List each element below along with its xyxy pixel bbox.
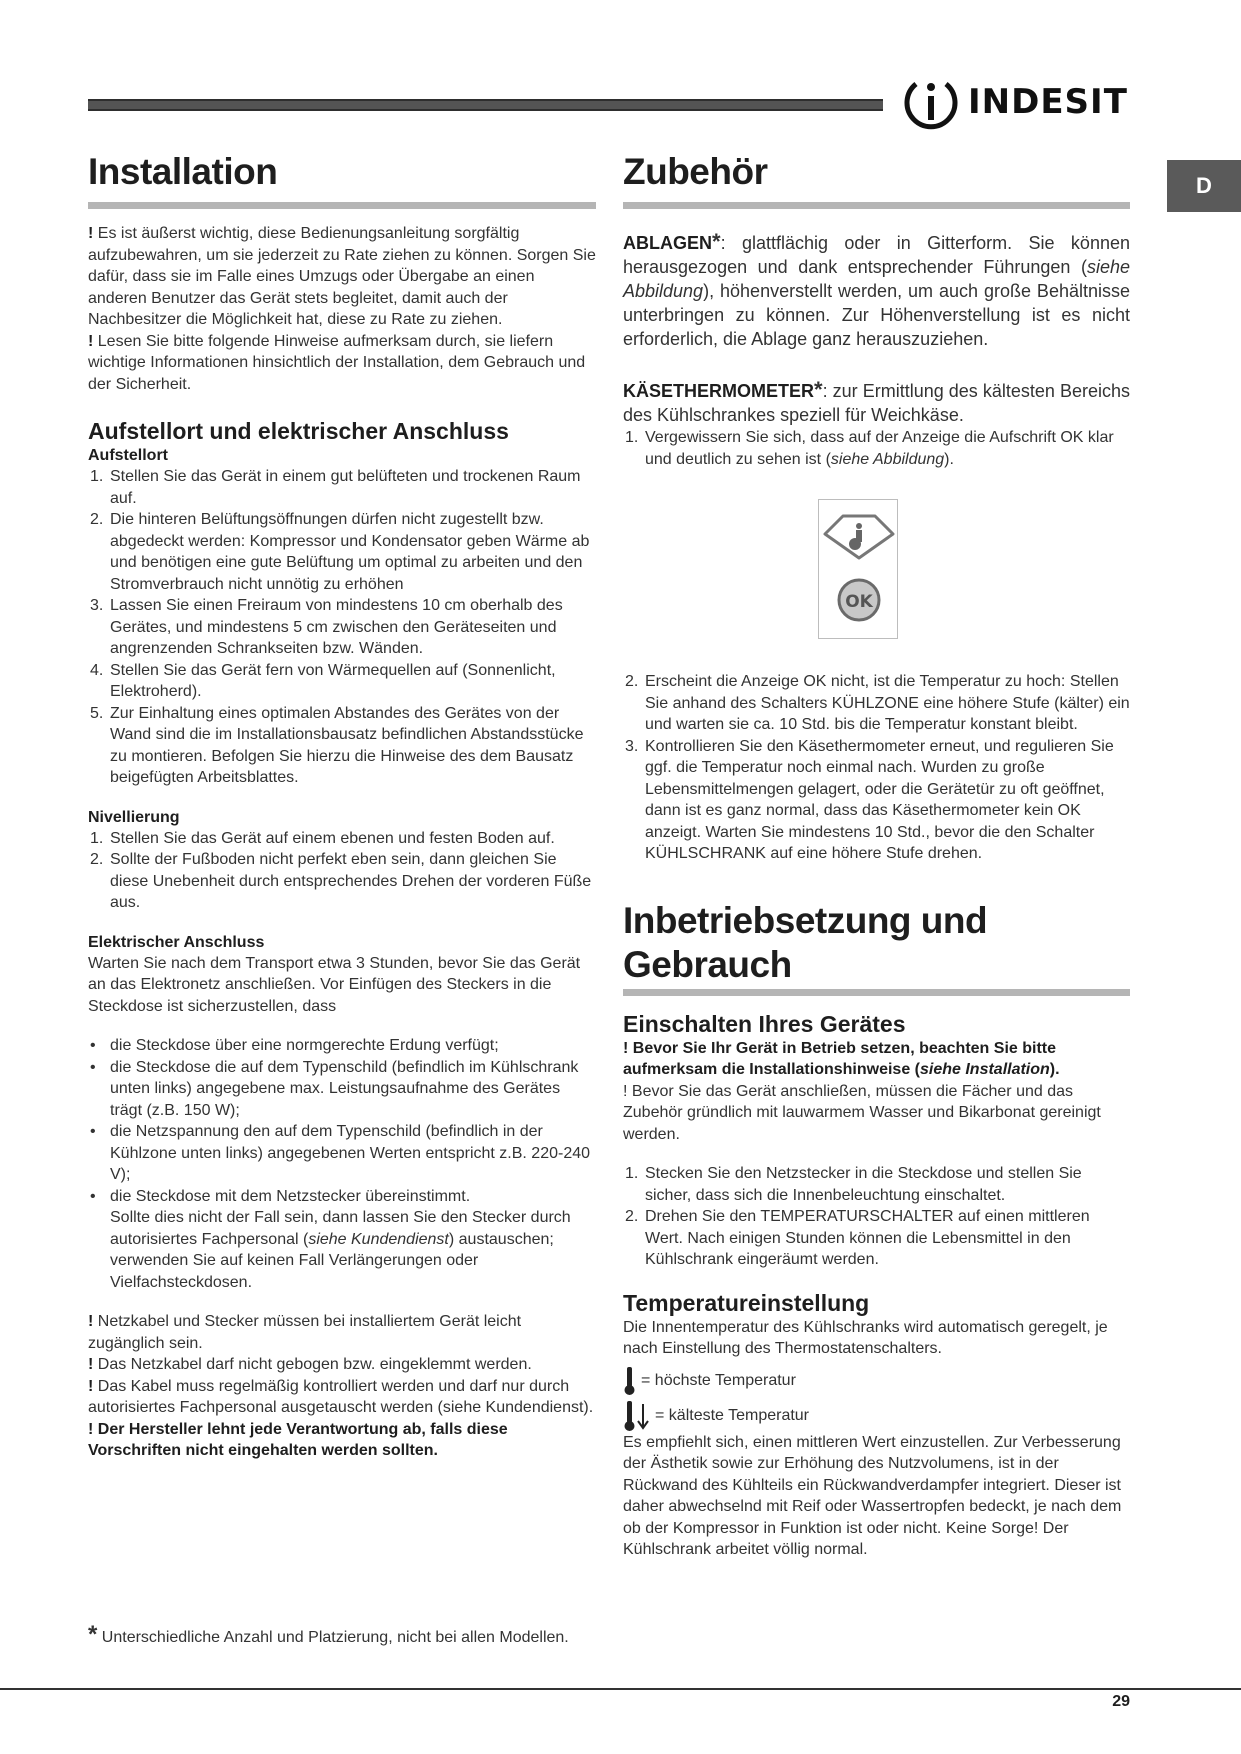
subheading-einschalten: Einschalten Ihres Gerätes	[623, 1010, 906, 1037]
list-item: 3. Kontrollieren Sie den Käsethermometer erneut, und regulieren Sie ggf. die Temperatur noch einmal nach. Wurden zu große Lebensmittelmengen gelagert, oder die Gerätetür zu oft geöffnet, dann ist es ganz normal, dass das Käsethermometer kein OK anzeigt. Warten Sie mindestens 10 Std., bevor die den Schalter KÜHLSCHRANK auf eine höhere Stufe drehen.	[625, 737, 1114, 862]
list-aufstellort	[88, 466, 596, 789]
temp-text: Es empfiehlt sich, einen mittleren Wert einzustellen. Zur Verbesserung der Ästhetik sowie zur Erhöhung des Nutzvolumens, ist in der Rückwand des Kühlteils ein Rückwandverdampfer integriert. Dieser ist daher abwechselnd mit Reif oder Wassertropfen bedeckt, je nach dem ob der Kompressor in Funktion ist oder nicht. Keine Sorge! Der Kühlschrank arbeitet völlig normal.	[623, 1433, 1122, 1558]
header-rule	[88, 99, 883, 111]
warning-1: ! Netzkabel und Stecker müssen bei installiertem Gerät leicht zugänglich sein.	[88, 1313, 522, 1352]
cheese-thermometer-figure	[818, 499, 898, 639]
list-item: 1. Stellen Sie das Gerät auf einem ebenen und festen Boden auf.	[90, 829, 555, 847]
list-item: 1. Stellen Sie das Gerät in einem gut belüfteten und trockenen Raum auf.	[90, 468, 581, 507]
warning-mark: !	[88, 332, 94, 350]
temp-intro: Die Innentemperatur des Kühlschranks wird automatisch geregelt, je nach Einstellung des Thermostatenschalters.	[623, 1318, 1108, 1357]
warning-4: ! Der Hersteller lehnt jede Verantwortung ab, falls diese Vorschriften nicht eingehalten werden sollten.	[88, 1420, 508, 1459]
bullet-continuation: Sollte dies nicht der Fall sein, dann lassen Sie den Stecker durch autorisiertes Fachpersonal (siehe Kundendienst) austauschen; verwenden Sie auf keinen Fall Verlängerungen oder Vielfachsteckdosen.	[110, 1209, 571, 1291]
title-rule	[623, 202, 1130, 209]
warning-mark: !	[88, 225, 94, 242]
list-item: • die Steckdose über eine normgerechte Erdung verfügt;	[88, 1035, 596, 1057]
warning-2: ! Das Netzkabel darf nicht gebogen bzw. eingeklemmt werden.	[88, 1356, 532, 1373]
left-column	[88, 150, 596, 1462]
ok-label: OK	[845, 592, 873, 612]
list-item: 2. Sollte der Fußboden nicht perfekt eben sein, dann gleichen Sie diese Unebenheit durch entsprechendes Drehen der vorderen Füße aus.	[90, 851, 592, 911]
language-tab: D	[1167, 160, 1241, 212]
title-rule	[88, 202, 596, 209]
subheading-temperatureinstellung: Temperatureinstellung	[623, 1289, 870, 1316]
list-kaese	[623, 671, 1130, 865]
ablagen-paragraph: ABLAGEN*: glattflächig oder in Gitterform. Sie können herausgezogen und dank entsprechender Führungen (siehe Abbildung), höhenverstellt werden, um auch große Behältnisse unterbringen zu können. Zur Höhenverstellung ist es nicht erforderlich, die Ablage ganz herauszuziehen.	[623, 229, 1130, 349]
footer-rule	[0, 1688, 1241, 1690]
thermometer-high-icon	[623, 1366, 637, 1396]
list-item: 1. Vergewissern Sie sich, dass auf der Anzeige die Aufschrift OK klar und deutlich zu sehen ist (siehe Abbildung).	[625, 429, 1114, 468]
subheading-elektrischer-anschluss: Elektrischer Anschluss	[88, 933, 265, 951]
list-einschalten	[623, 1163, 1130, 1271]
footnote: * Unterschiedliche Anzahl und Platzierung, nicht bei allen Modellen.	[88, 1621, 569, 1648]
intro-paragraph-1: ! Es ist äußerst wichtig, diese Bedienungsanleitung sorgfältig aufzubewahren, um sie jederzeit zu Rate ziehen zu können. Sorgen Sie dafür, dass sie im Falle eines Umzugs oder Übergabe an einen anderen Benutzer das Gerät stets begleitet, damit auch der Nachbesitzer die Möglichkeit hat, diese zu Rate zu ziehen.	[88, 225, 596, 328]
list-item: 2. Drehen Sie den TEMPERATURSCHALTER auf einen mittleren Wert. Nach einigen Stunden können die Lebensmittel in den Kühlschrank eingeräumt werden.	[625, 1208, 1090, 1268]
einschalten-warning: ! Bevor Sie Ihr Gerät in Betrieb setzen, beachten Sie bitte aufmerksam die Installationshinweise (siehe Installation).	[623, 1039, 1060, 1078]
right-column	[623, 150, 1130, 1561]
kaese-paragraph: KÄSETHERMOMETER*: zur Ermittlung des kältesten Bereichs des Kühlschrankes speziell für Weichkäse.	[623, 377, 1130, 425]
page-title-installation: Installation	[88, 151, 278, 192]
list-item: 2. Erscheint die Anzeige OK nicht, ist die Temperatur zu hoch: Stellen Sie anhand des Schalters KÜHLZONE eine höhere Stufe (kälter) ein und warten sie ca. 10 Std. bis die Temperatur konstant bleibt.	[625, 673, 1130, 733]
page-number: 29	[1112, 1693, 1130, 1710]
asterisk-mark: *	[814, 377, 823, 402]
list-item: 4. Stellen Sie das Gerät fern von Wärmequellen auf (Sonnenlicht, Elektroherd).	[90, 661, 556, 700]
list-item: • die Netzspannung den auf dem Typenschild (befindlich in der Kühlzone unten links) angegebenen Werten entspricht z.B. 220-240 V);	[88, 1121, 596, 1186]
list-item: 1. Stecken Sie den Netzstecker in die Steckdose und stellen Sie sicher, dass sich die Innenbeleuchtung einschaltet.	[625, 1165, 1082, 1204]
indesit-logo-icon	[900, 74, 962, 130]
cheese-thermometer-icon	[819, 500, 899, 640]
asterisk-mark: *	[88, 1621, 98, 1648]
list-nivellierung	[88, 828, 596, 914]
brand-name: INDESIT	[968, 82, 1128, 122]
brand-logo	[900, 74, 1128, 130]
list-item: • die Steckdose die auf dem Typenschild (befindlich im Kühlschrank unten links) angegebene max. Leistungsaufnahme des Gerätes trägt (z.B. 150 W);	[88, 1057, 596, 1122]
list-item: 2. Die hinteren Belüftungsöffnungen dürfen nicht zugestellt bzw. abgedeckt werden: Kompressor und Kondensator geben Wärme ab und benötigen eine gute Belüftung um optimal zu arbeiten und den Stromverbrauch nicht unnötig zu erhöhen	[90, 511, 590, 593]
list-item: 5. Zur Einhaltung eines optimalen Abstandes des Gerätes von der Wand sind die im Installationsbausatz befindlichen Abstandsstücke zu montieren. Befolgen Sie hierzu die Hinweise des dem Bausatz beigefügten Arbeitsblattes.	[90, 704, 584, 786]
page-title-zubehoer: Zubehör	[623, 151, 768, 192]
elec-intro: Warten Sie nach dem Transport etwa 3 Stunden, bevor Sie das Gerät an das Elektronetz anschließen. Vor Einfügen des Steckers in die Steckdose ist sicherzustellen, dass	[88, 954, 581, 1015]
temp-low-line: = kälteste Temperatur	[623, 1400, 1130, 1432]
section-title-aufstellort: Aufstellort und elektrischer Anschluss	[88, 418, 509, 444]
title-rule	[623, 989, 1130, 996]
subheading-aufstellort: Aufstellort	[88, 447, 168, 464]
page-title-inbetriebsetzung: Inbetriebsetzung und Gebrauch	[623, 899, 988, 985]
intro-paragraph-2: ! Lesen Sie bitte folgende Hinweise aufmerksam durch, sie liefern wichtige Informationen hinsichtlich der Installation, dem Gebrauch und der Sicherheit.	[88, 332, 586, 393]
einschalten-text: ! Bevor Sie das Gerät anschließen, müssen die Fächer und das Zubehör gründlich mit lauwarmem Wasser und Bikarbonat gereinigt werden.	[623, 1082, 1101, 1143]
asterisk-mark: *	[712, 229, 721, 254]
thermometer-cold-icon	[623, 1400, 651, 1432]
list-item: • die Steckdose mit dem Netzstecker übereinstimmt.	[88, 1186, 596, 1208]
warning-3: ! Das Kabel muss regelmäßig kontrolliert werden und darf nur durch autorisiertes Fachpersonal ausgetauscht werden (siehe Kundendienst).	[88, 1377, 594, 1416]
list-item: 3. Lassen Sie einen Freiraum von mindestens 10 cm oberhalb des Gerätes, und mindestens 5 cm zwischen den Geräteseiten und angrenzenden Schrankseiten bzw. Wänden.	[90, 597, 563, 657]
subheading-nivellierung: Nivellierung	[88, 808, 180, 826]
list-elec	[88, 1035, 596, 1207]
temp-high-line: = höchste Temperatur	[623, 1366, 1130, 1396]
